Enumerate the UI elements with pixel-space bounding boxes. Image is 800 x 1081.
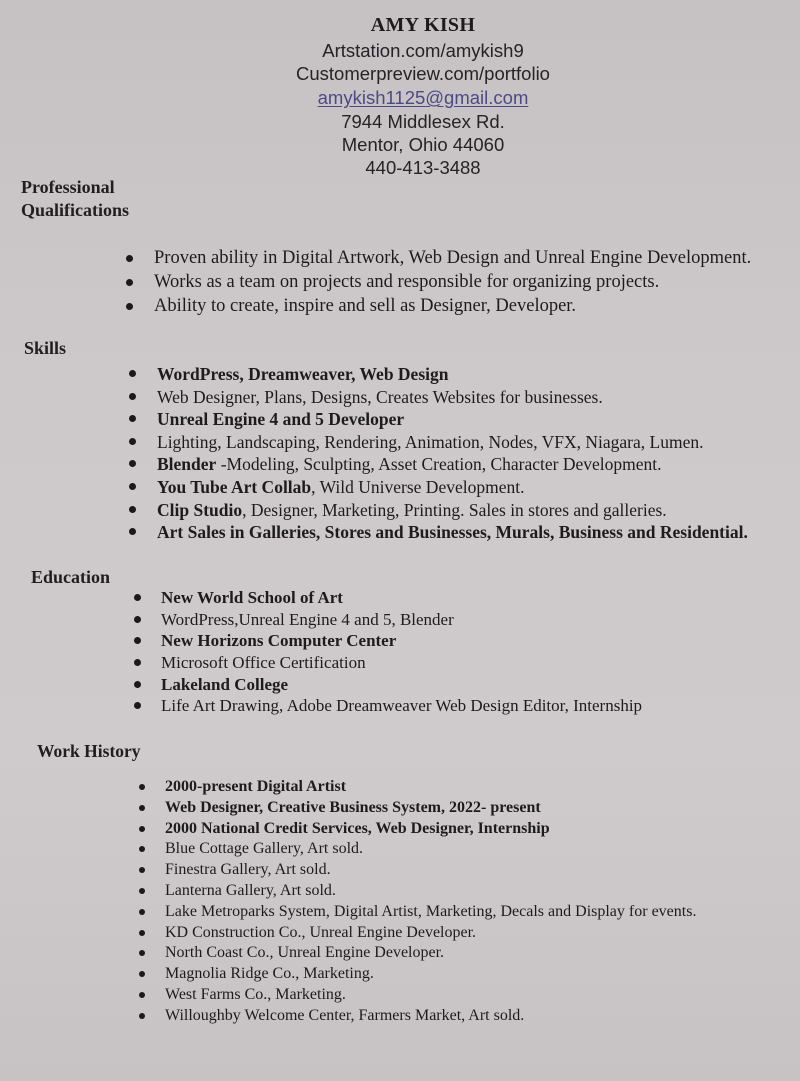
list-item-text: -Modeling, Sculpting, Asset Creation, Character Development. bbox=[216, 454, 662, 475]
portfolio-url: Customerpreview.com/portfolio bbox=[296, 63, 550, 84]
list-item bbox=[165, 1007, 696, 1028]
list-item bbox=[165, 965, 696, 986]
list-item bbox=[161, 696, 642, 718]
bullet-icon bbox=[129, 483, 136, 490]
list-item-bold: New Horizons Computer Center bbox=[161, 631, 397, 651]
list-item-text: Ability to create, inspire and sell as Designer, Developer. bbox=[154, 296, 577, 316]
list-item-text: WordPress,Unreal Engine 4 and 5, Blender bbox=[161, 609, 454, 629]
list-item bbox=[161, 588, 642, 610]
list-item-text: Willoughby Welcome Center, Farmers Market, Art sold. bbox=[165, 1006, 525, 1024]
list-item-bold: Art Sales in Galleries, Stores and Businesses, Murals, Business and Residential. bbox=[157, 522, 748, 543]
list-item bbox=[157, 364, 748, 387]
list-item bbox=[165, 820, 696, 841]
qualifications-list bbox=[154, 248, 751, 320]
city-address: Mentor, Ohio 44060 bbox=[341, 134, 505, 155]
list-item-text: Proven ability in Digital Artwork, Web Design and Unreal Engine Development. bbox=[154, 248, 752, 268]
bullet-icon bbox=[126, 279, 133, 286]
resume-name: AMY KISH bbox=[370, 14, 476, 36]
list-item-text: Lighting, Landscaping, Rendering, Animation, Nodes, VFX, Niagara, Lumen. bbox=[157, 431, 704, 452]
bullet-icon bbox=[129, 506, 136, 513]
list-item bbox=[157, 409, 748, 432]
education-list bbox=[161, 588, 642, 718]
bullet-icon bbox=[139, 909, 145, 915]
qualifications-heading-line1: Professional bbox=[21, 177, 115, 197]
list-item bbox=[165, 986, 696, 1007]
list-item bbox=[165, 778, 696, 799]
email-link[interactable]: amykish1125@gmail.com bbox=[317, 87, 529, 108]
list-item-bold: WordPress, Dreamweaver, Web Design bbox=[157, 364, 449, 384]
qualifications-heading bbox=[21, 176, 129, 222]
list-item-text: Lake Metroparks System, Digital Artist, Marketing, Decals and Display for events. bbox=[165, 902, 697, 920]
work-history-heading: Work History bbox=[37, 741, 141, 761]
qualifications-heading-line2: Qualifications bbox=[21, 200, 130, 220]
list-item bbox=[165, 882, 696, 903]
list-item bbox=[161, 610, 642, 632]
list-item bbox=[165, 903, 696, 924]
list-item-text: Works as a team on projects and responsible for organizing projects. bbox=[154, 272, 660, 292]
list-item-bold: 2000-present Digital Artist bbox=[165, 778, 347, 795]
bullet-icon bbox=[139, 784, 145, 790]
list-item-text: , Designer, Marketing, Printing. Sales in stores and galleries. bbox=[242, 499, 667, 520]
work-history-list bbox=[165, 778, 696, 1028]
bullet-icon bbox=[134, 637, 141, 644]
list-item-text: KD Construction Co., Unreal Engine Developer. bbox=[165, 923, 477, 941]
phone-number: 440-413-3488 bbox=[365, 157, 481, 178]
bullet-icon bbox=[139, 826, 145, 832]
bullet-icon bbox=[139, 867, 145, 873]
skills-heading: Skills bbox=[24, 338, 67, 358]
list-item-text: Web Designer, Plans, Designs, Creates Websites for businesses. bbox=[157, 386, 603, 407]
list-item-bold: 2000 National Credit Services, Web Designer, Internship bbox=[165, 819, 550, 837]
list-item bbox=[165, 924, 696, 945]
list-item-text: Life Art Drawing, Adobe Dreamweaver Web Design Editor, Internship bbox=[161, 696, 643, 716]
bullet-icon bbox=[129, 528, 136, 535]
list-item-bold: New World School of Art bbox=[161, 588, 343, 607]
bullet-icon bbox=[134, 594, 141, 601]
bullet-icon bbox=[139, 1013, 145, 1019]
list-item bbox=[157, 432, 748, 455]
list-item bbox=[161, 631, 642, 653]
list-item bbox=[165, 840, 696, 861]
bullet-icon bbox=[139, 930, 145, 936]
list-item-text: Blue Cottage Gallery, Art sold. bbox=[165, 840, 364, 858]
list-item bbox=[165, 799, 696, 820]
bullet-icon bbox=[129, 415, 136, 422]
skills-list bbox=[157, 364, 748, 545]
list-item-bold: Web Designer, Creative Business System, 2022- present bbox=[165, 798, 541, 816]
list-item bbox=[154, 272, 751, 296]
list-item bbox=[157, 500, 748, 523]
bullet-icon bbox=[126, 303, 133, 310]
bullet-icon bbox=[134, 659, 141, 666]
bullet-icon bbox=[126, 255, 133, 262]
list-item-bold: Blender bbox=[157, 454, 217, 475]
bullet-icon bbox=[129, 460, 136, 467]
list-item bbox=[157, 477, 748, 500]
bullet-icon bbox=[139, 992, 145, 998]
list-item-text: , Wild Universe Development. bbox=[311, 476, 525, 497]
list-item bbox=[161, 675, 642, 697]
list-item-text: Magnolia Ridge Co., Marketing. bbox=[165, 965, 374, 983]
list-item bbox=[154, 296, 751, 320]
list-item bbox=[157, 522, 748, 545]
list-item bbox=[161, 653, 642, 675]
bullet-icon bbox=[134, 702, 141, 709]
list-item-bold: Clip Studio bbox=[157, 499, 243, 520]
bullet-icon bbox=[134, 681, 141, 688]
bullet-icon bbox=[139, 950, 145, 956]
list-item-text: West Farms Co., Marketing. bbox=[165, 985, 346, 1003]
bullet-icon bbox=[129, 370, 136, 377]
list-item bbox=[157, 454, 748, 477]
artstation-url: Artstation.com/amykish9 bbox=[322, 40, 524, 61]
list-item-bold: You Tube Art Collab bbox=[157, 476, 312, 497]
list-item-text: Microsoft Office Certification bbox=[161, 653, 366, 673]
list-item bbox=[165, 861, 696, 882]
bullet-icon bbox=[134, 616, 141, 623]
list-item-text: North Coast Co., Unreal Engine Developer. bbox=[165, 944, 445, 962]
street-address: 7944 Middlesex Rd. bbox=[341, 111, 505, 132]
bullet-icon bbox=[129, 393, 136, 400]
list-item bbox=[165, 944, 696, 965]
list-item-text: Lanterna Gallery, Art sold. bbox=[165, 881, 336, 899]
list-item bbox=[154, 248, 751, 272]
bullet-icon bbox=[139, 888, 145, 894]
bullet-icon bbox=[139, 805, 145, 811]
bullet-icon bbox=[139, 846, 145, 852]
bullet-icon bbox=[139, 971, 145, 977]
list-item bbox=[157, 387, 748, 410]
education-heading: Education bbox=[31, 567, 111, 587]
bullet-icon bbox=[129, 438, 136, 445]
list-item-text: Finestra Gallery, Art sold. bbox=[165, 861, 331, 879]
list-item-bold: Unreal Engine 4 and 5 Developer bbox=[157, 409, 405, 430]
list-item-bold: Lakeland College bbox=[161, 674, 289, 694]
